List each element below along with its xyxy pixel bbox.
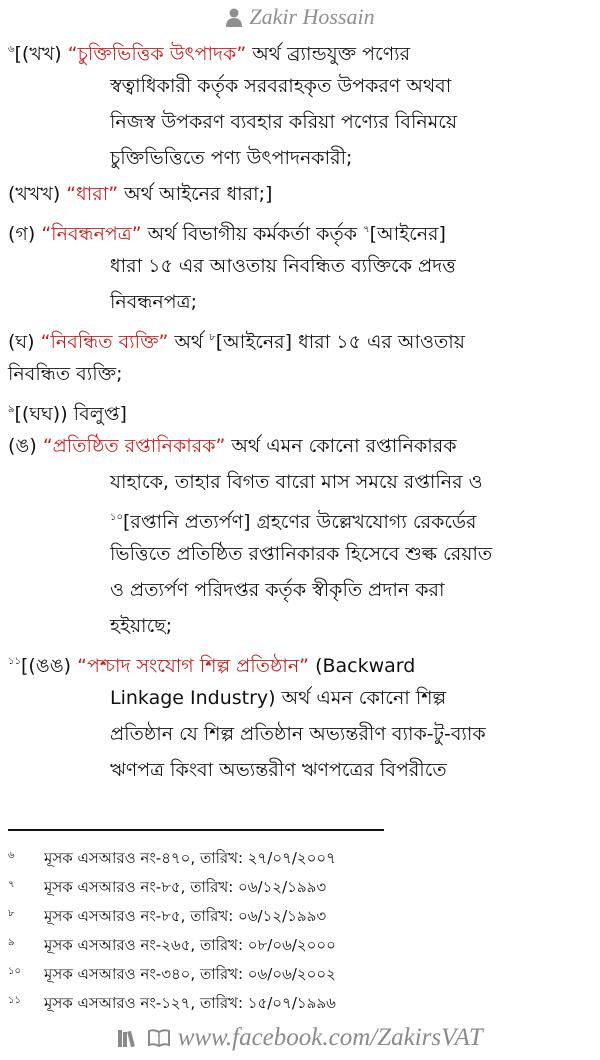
definition-line: যাহাকে, তাহার বিগত বারো মাস সময়ে রপ্তানির ও xyxy=(110,471,483,493)
definition-line: (ঘ) “নিবন্ধিত ব্যক্তি” অর্থ $^৮$[আইনের] ধারা ১৫ এর আওতায় xyxy=(8,331,465,353)
definition-line: স্বত্বাধিকারী কর্তৃক সরবরাহকৃত উপকরণ অথবা xyxy=(110,75,452,97)
footnote-ref[interactable]: ১০ xyxy=(110,512,123,523)
definition-line: (ঙ) “প্রতিষ্ঠিত রপ্তানিকারক” অর্থ এমন কোনো রপ্তানিকারক xyxy=(8,435,457,457)
definition-line: $^৬$[(খখ) “চুক্তিভিত্তিক উৎপাদক” অর্থ ব্র্যান্ডযুক্ত পণ্যের xyxy=(8,43,411,65)
footnote-text: মূসক এসআরও নং-৩৪০, তারিখ: ০৬/০৬/২০০২ xyxy=(44,965,336,983)
facebook-link[interactable]: www.facebook.com/ZakirsVAT xyxy=(177,1024,483,1051)
definition-line: নিবন্ধিত ব্যক্তি; xyxy=(8,363,123,385)
footnote-ref[interactable]: ১১ xyxy=(8,656,21,667)
footnote-item xyxy=(8,932,336,956)
author-name: Zakir Hossain xyxy=(249,4,375,29)
footnote-ref[interactable]: ৮ xyxy=(209,332,216,343)
footnote-text: মূসক এসআরও নং-১২৭, তারিখ: ১৫/০৭/১৯৯৬ xyxy=(44,994,336,1012)
books-icon xyxy=(117,1024,147,1051)
defined-term: “ধারা” xyxy=(66,183,119,205)
definition-line: $^{১১}$[(ঙঙ) “পশ্চাদ সংযোগ শিল্প প্রতিষ্ঠান” (Backward xyxy=(8,655,416,677)
person-icon xyxy=(225,7,243,33)
footnote-number: ১০ xyxy=(8,966,21,977)
footnote-text: মূসক এসআরও নং-৮৫, তারিখ: ০৬/১২/১৯৯৩ xyxy=(44,907,327,925)
author-header xyxy=(0,4,600,33)
defined-term: “প্রতিষ্ঠিত রপ্তানিকারক” xyxy=(42,435,226,457)
footnote-number: ৯ xyxy=(8,937,15,948)
definition-line: $^৯$[(ঘঘ)) বিলুপ্ত] xyxy=(8,403,127,425)
definition-line: হইয়াছে; xyxy=(110,615,173,637)
footnote-number: ১১ xyxy=(8,995,21,1006)
definition-line: প্রতিষ্ঠান যে শিল্প প্রতিষ্ঠান অভ্যন্তরীণ ব্যাক-টু-ব্যাক xyxy=(110,723,486,745)
footnote-ref[interactable]: ৭ xyxy=(363,224,370,235)
footnote-item xyxy=(8,903,326,927)
definition-line: (খখখ) “ধারা” অর্থ আইনের ধারা;] xyxy=(8,183,273,205)
definition-line: ঋণপত্র কিংবা অভ্যন্তরীণ ঋণপত্রের বিপরীতে xyxy=(110,759,447,781)
footnote-text: মূসক এসআরও নং-২৬৫, তারিখ: ০৮/০৬/২০০০ xyxy=(44,936,336,954)
definition-line: নিজস্ব উপকরণ ব্যবহার করিয়া পণ্যের বিনিময়ে xyxy=(110,111,458,133)
footnote-number: ৮ xyxy=(8,908,15,919)
footnote-item xyxy=(8,845,336,869)
footnote-number: ৭ xyxy=(8,879,15,890)
definition-line: চুক্তিভিত্তিতে পণ্য উৎপাদনকারী; xyxy=(110,147,353,169)
definition-line: ভিত্তিতে প্রতিষ্ঠিত রপ্তানিকারক হিসেবে শুল্ক রেয়াত xyxy=(110,543,493,565)
footnote-ref[interactable]: ৬ xyxy=(8,44,15,55)
footnote-item xyxy=(8,990,336,1014)
defined-term: “নিবন্ধনপত্র” xyxy=(41,223,142,245)
definition-line: নিবন্ধনপত্র; xyxy=(110,291,197,313)
defined-term: “চুক্তিভিত্তিক উৎপাদক” xyxy=(67,43,247,65)
definition-line: $^{১০}$[রপ্তানি প্রত্যর্পণ] গ্রহণের উল্লেখযোগ্য রেকর্ডের xyxy=(110,511,477,533)
definition-line: Linkage Industry) অর্থ এমন কোনো শিল্প xyxy=(110,687,447,709)
footnote-item xyxy=(8,961,336,985)
footnote-text: মূসক এসআরও নং-৪৭০, তারিখ: ২৭/০৭/২০০৭ xyxy=(44,849,336,867)
footnote-number: ৬ xyxy=(8,850,15,861)
footnote-text: মূসক এসআরও নং-৮৫, তারিখ: ০৬/১২/১৯৯৩ xyxy=(44,878,327,896)
defined-term: “নিবন্ধিত ব্যক্তি” xyxy=(40,331,169,353)
footnote-ref[interactable]: ৯ xyxy=(8,404,15,415)
definition-line: ও প্রত্যর্পণ পরিদপ্তর কর্তৃক স্বীকৃতি প্রদান করা xyxy=(110,579,445,601)
footnote-divider xyxy=(8,829,384,831)
footnote-item xyxy=(8,874,326,898)
definition-line: ধারা ১৫ এর আওতায় নিবন্ধিত ব্যক্তিকে প্রদত্ত xyxy=(110,255,456,277)
open-book-icon xyxy=(147,1024,177,1051)
definition-line: (গ) “নিবন্ধনপত্র” অর্থ বিভাগীয় কর্মকর্তা কর্তৃক $^৭$[আইনের] xyxy=(8,223,446,245)
footer-watermark xyxy=(0,1024,600,1052)
defined-term: “পশ্চাদ সংযোগ শিল্প প্রতিষ্ঠান” xyxy=(77,655,310,677)
